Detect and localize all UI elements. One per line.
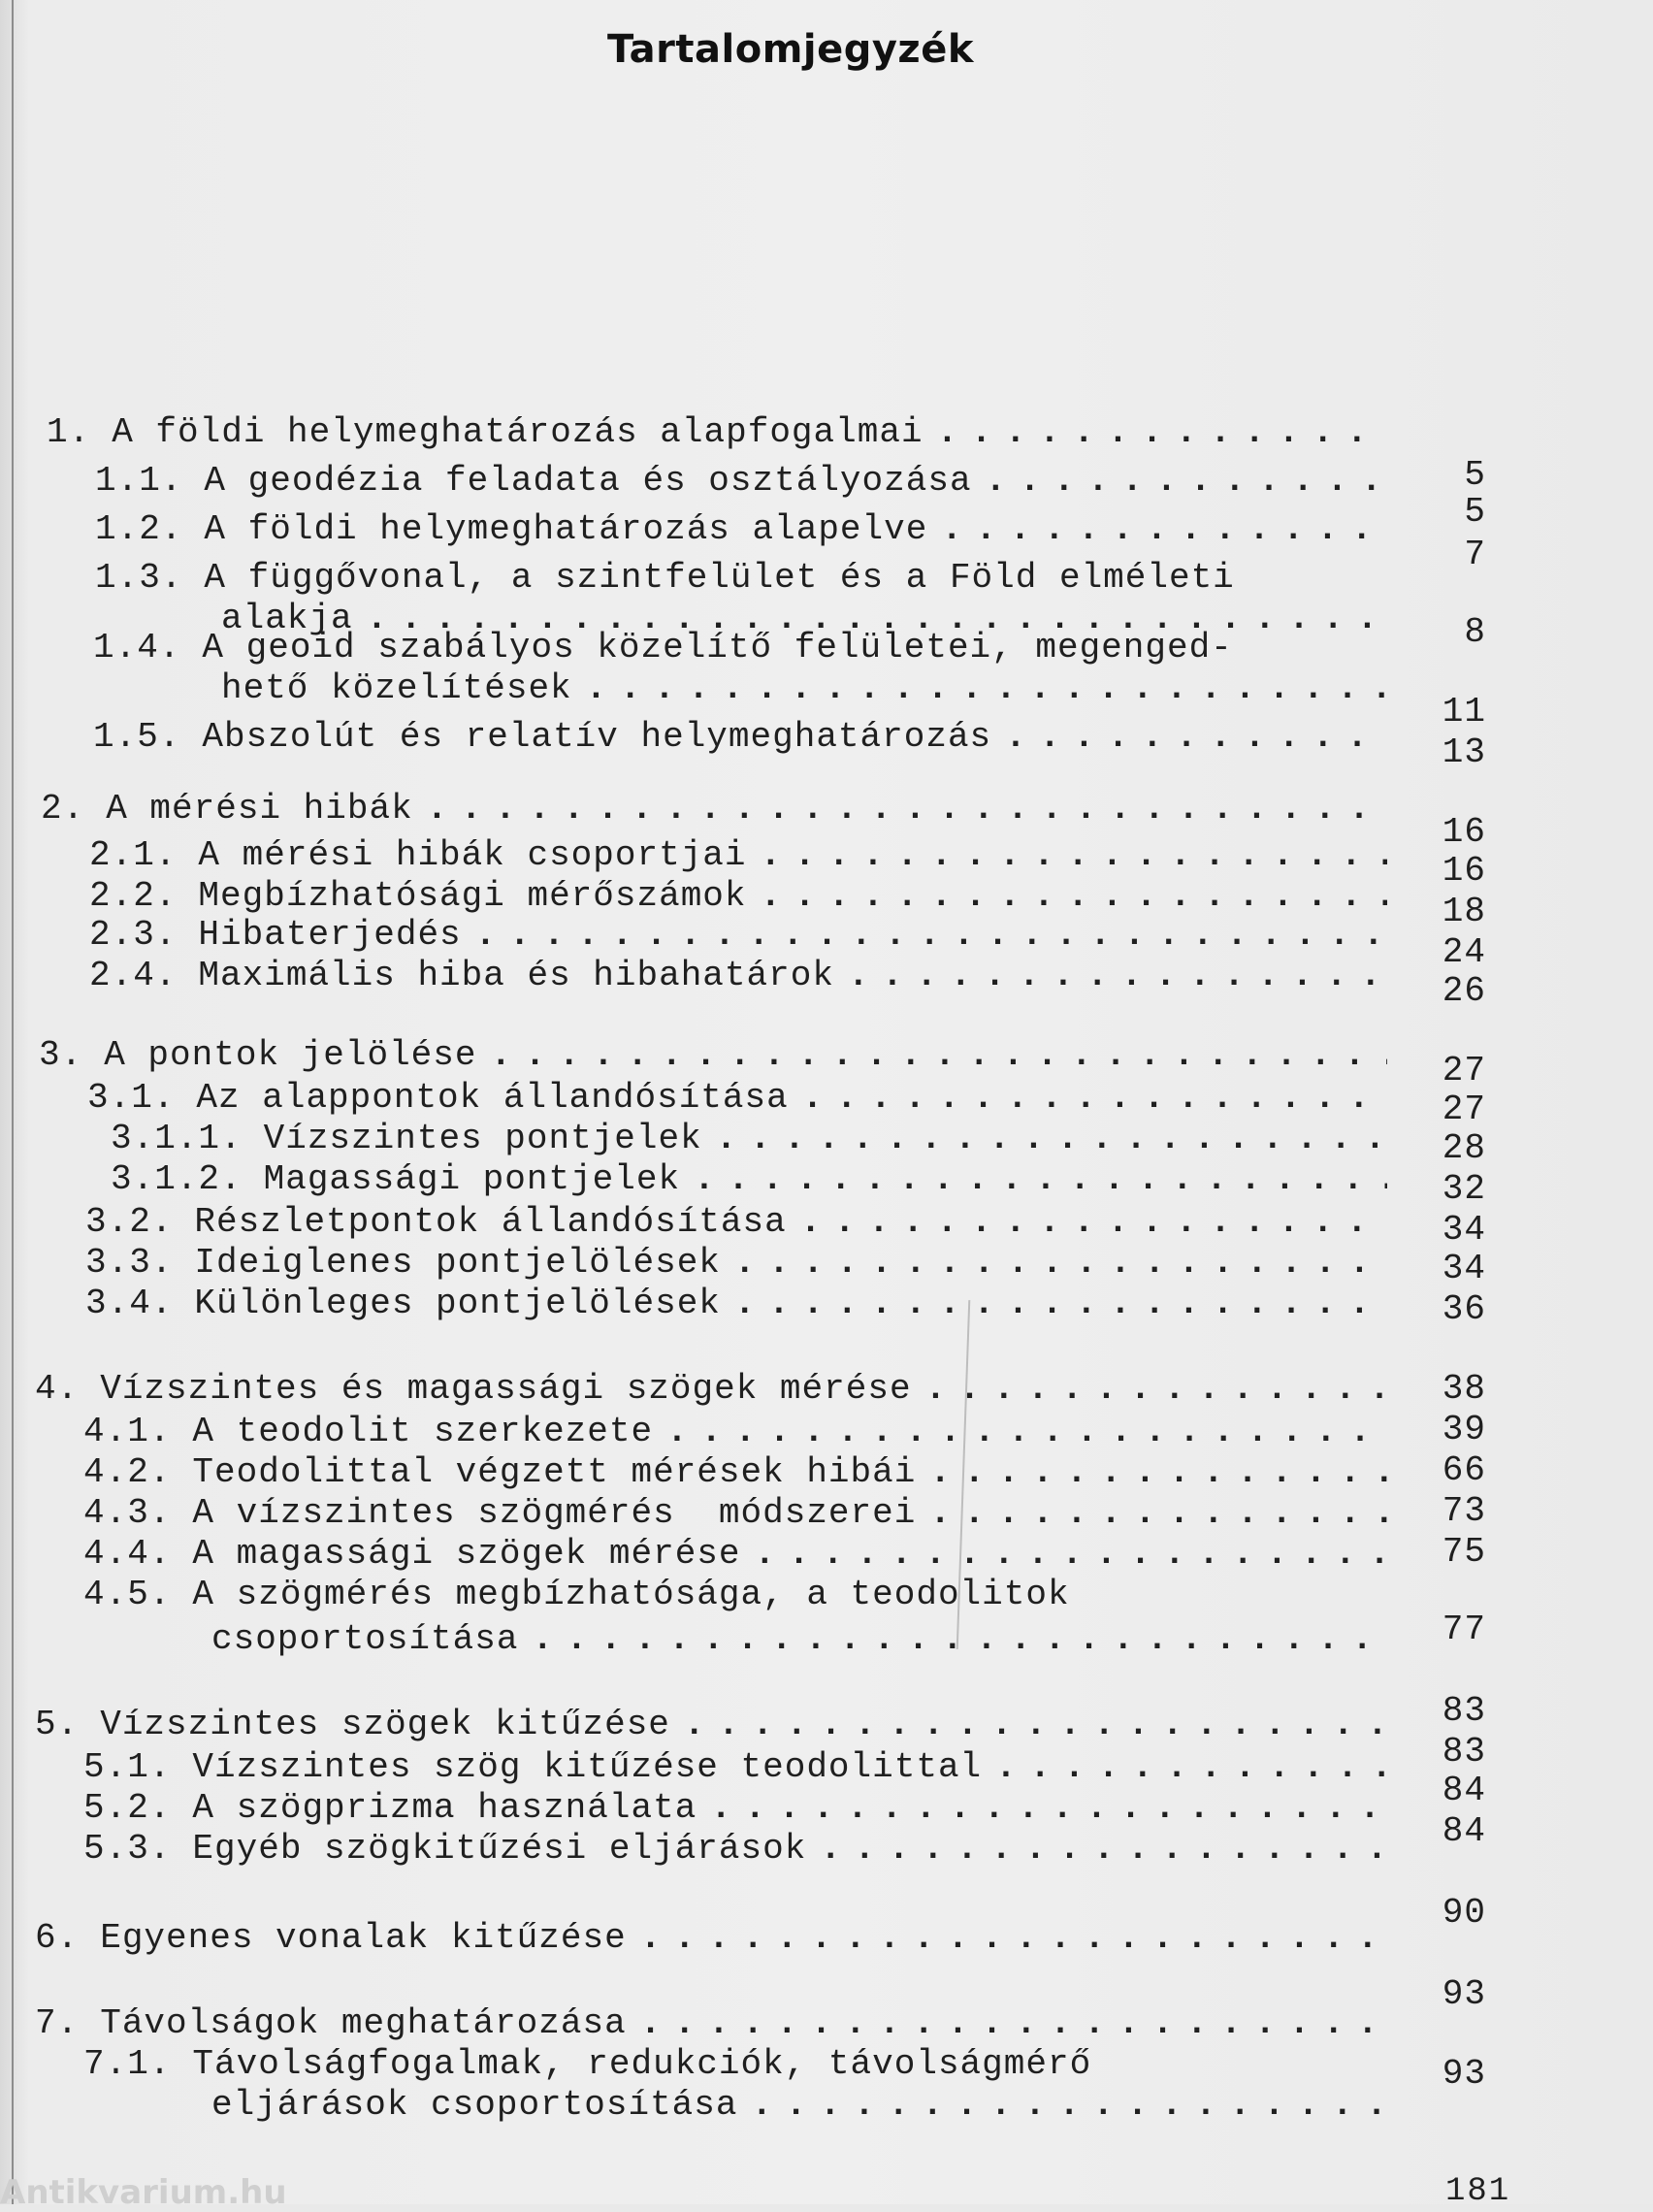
page-edge [12,0,14,2204]
dot-leader [716,1120,1387,1158]
toc-entry [83,2045,1391,2084]
entry-title: Hibaterjedés [198,915,462,955]
entry-page: 93 [1442,1974,1486,2014]
entry-title: csoportosítása [211,1619,519,1659]
dot-leader [937,413,1387,452]
entry-page: 34 [1442,1210,1486,1250]
dot-leader [1105,2045,1387,2084]
entry-number: 4.2. [83,1452,172,1492]
toc-entry [83,1789,1391,1828]
entry-page: 18 [1442,892,1486,931]
entry-title: A geoid szabályos közelítő felületei, megenged- [202,628,1233,667]
dot-leader [1084,1576,1387,1614]
entry-title: Vízszintes szögek kitűzése [100,1705,670,1744]
entry-page: 93 [1442,2054,1486,2094]
entry-number: 3.1.1. [111,1119,243,1158]
entry-page: 66 [1442,1450,1486,1490]
dot-leader [1248,559,1387,598]
entry-title: A függővonal, a szintfelület és a Föld elméleti [204,558,1235,598]
entry-number: 4.5. [83,1575,172,1614]
toc-entry [87,1079,1391,1118]
dot-leader [710,1789,1387,1828]
dot-leader [925,1370,1387,1409]
entry-title: Egyenes vonalak kitűzése [100,1918,627,1958]
dot-leader [751,2086,1387,2125]
entry-number: 4.3. [83,1493,172,1533]
entry-page: 26 [1442,971,1486,1011]
toc-entry [39,1036,1391,1075]
entry-number: 3.1. [87,1078,176,1118]
entry-number: 5. [35,1705,80,1744]
entry-page: 34 [1442,1249,1486,1288]
entry-number: 4.4. [83,1534,172,1574]
dot-leader [761,877,1387,916]
toc-entry [89,957,1391,995]
toc-entry [83,1830,1391,1869]
toc-entry [85,1203,1391,1242]
entry-page: 27 [1442,1090,1486,1129]
entry-title: Az alappontok állandósítása [196,1078,789,1118]
toc-entry [83,1748,1391,1787]
toc-entry [93,718,1391,757]
entry-title: eljárások csoportosítása [211,2085,738,2125]
toc-entry [190,2086,1391,2125]
dot-leader [802,1079,1387,1118]
entry-number: 2.4. [89,956,178,995]
entry-page: 36 [1442,1289,1486,1329]
entry-title: Egyéb szögkitűzési eljárások [192,1829,807,1869]
dot-leader [694,1160,1387,1199]
entry-page: 38 [1442,1369,1486,1409]
toc-entry [89,836,1391,875]
entry-page: 83 [1442,1691,1486,1731]
entry-title: hető közelítések [221,668,572,708]
toc-entry [190,1620,1391,1659]
dot-leader [941,510,1387,549]
entry-title: A földi helymeghatározás alapfogalmai [112,412,924,452]
entry-number: 5.3. [83,1829,172,1869]
toc-entry [35,1706,1391,1744]
dot-leader [820,1830,1387,1869]
entry-number: 1.2. [95,509,183,549]
entry-number: 5.2. [83,1788,172,1828]
page-number: 181 [1445,2173,1511,2210]
dot-leader [640,2004,1387,2043]
dot-leader [995,1748,1387,1787]
toc-entry [111,1120,1391,1158]
entry-number: 7. [35,2003,80,2043]
entry-number: 1.4. [93,628,181,667]
dot-leader [490,1036,1387,1075]
dot-leader [684,1706,1387,1744]
toc-entry [83,1453,1391,1492]
entry-number: 2. [41,789,85,829]
entry-page: 77 [1442,1610,1486,1649]
entry-number: 2.1. [89,835,178,875]
toc-entry [95,510,1391,549]
entry-title: alakja [221,599,353,638]
entry-title: A szögprizma használata [192,1788,697,1828]
entry-page: 90 [1442,1893,1486,1933]
toc-entry [85,1285,1391,1323]
entry-number: 3.3. [85,1243,174,1283]
entry-page: 28 [1442,1128,1486,1168]
dot-leader [640,1919,1387,1958]
entry-page: 8 [1464,612,1486,652]
entry-number: 4.1. [83,1412,172,1451]
entry-page: 32 [1442,1169,1486,1209]
entry-number: 1.3. [95,558,183,598]
entry-number: 4. [35,1369,80,1409]
entry-number: 7.1. [83,2044,172,2084]
entry-title: A magassági szögek mérése [192,1534,741,1574]
entry-page: 16 [1442,851,1486,891]
entry-title: A vízszintes szögmérés módszerei [192,1493,917,1533]
entry-page: 24 [1442,932,1486,972]
toc-entry [198,669,1391,708]
toc-entry [111,1160,1391,1199]
dot-leader [734,1244,1387,1283]
dot-leader [800,1203,1387,1242]
entry-title: Teodolittal végzett mérések hibái [192,1452,917,1492]
entry-page: 13 [1442,732,1486,772]
dot-leader [755,1535,1387,1574]
entry-title: A mérési hibák csoportjai [198,835,747,875]
entry-page: 39 [1442,1410,1486,1449]
entry-title: Ideiglenes pontjelölések [194,1243,721,1283]
entry-title: Abszolút és relatív helymeghatározás [202,717,992,757]
entry-number: 3.4. [85,1284,174,1323]
toc-entry [85,1244,1391,1283]
entry-title: Maximális hiba és hibahatárok [198,956,834,995]
entry-number: 3.1.2. [111,1159,243,1199]
entry-title: A teodolit szerkezete [192,1412,654,1451]
toc-entry [83,1413,1391,1451]
dot-leader [761,836,1387,875]
entry-number: 3.2. [85,1202,174,1242]
entry-number: 2.3. [89,915,178,955]
entry-number: 1. [47,412,91,452]
dot-leader [666,1413,1387,1451]
entry-title: A szögmérés megbízhatósága, a teodolitok [192,1575,1070,1614]
entry-number: 3. [39,1035,83,1075]
toc-entry [95,559,1391,598]
entry-title: Magassági pontjelek [263,1159,681,1199]
page-title: Tartalomjegyzék [607,27,974,72]
entry-page: 84 [1442,1771,1486,1810]
dot-leader [929,1453,1387,1492]
dot-leader [986,462,1387,501]
toc-entry [35,1919,1391,1958]
entry-page: 75 [1442,1532,1486,1572]
entry-page: 11 [1442,692,1486,732]
entry-title: A pontok jelölése [104,1035,477,1075]
dot-leader [1247,629,1387,667]
entry-title: Vízszintes pontjelek [263,1119,702,1158]
entry-title: A geodézia feladata és osztályozása [204,461,972,501]
entry-page: 7 [1464,535,1486,574]
toc-entry [83,1576,1391,1614]
toc-entry [35,1370,1391,1409]
toc-entry [83,1535,1391,1574]
entry-title: Megbízhatósági mérőszámok [198,876,747,916]
entry-number: 5.1. [83,1747,172,1787]
entry-number: 6. [35,1918,80,1958]
watermark: Antikvarium.hu [0,2173,287,2212]
entry-page: 5 [1464,455,1486,495]
dot-leader [427,790,1387,829]
entry-title: Különleges pontjelölések [194,1284,721,1323]
entry-title: Vízszintes és magassági szögek mérése [100,1369,912,1409]
dot-leader [734,1285,1387,1323]
entry-title: Távolságok meghatározása [100,2003,627,2043]
entry-title: Vízszintes szög kitűzése teodolittal [192,1747,983,1787]
dot-leader [929,1494,1387,1533]
entry-page: 27 [1442,1051,1486,1090]
entry-title: A mérési hibák [106,789,413,829]
toc-entry [95,462,1391,501]
toc-entry [83,1494,1391,1533]
toc-entry [47,413,1391,452]
toc-entry [89,877,1391,916]
entry-number: 2.2. [89,876,178,916]
entry-page: 73 [1442,1491,1486,1531]
dot-leader [1005,718,1387,757]
toc-entry [89,916,1391,955]
entry-title: A földi helymeghatározás alapelve [204,509,928,549]
entry-title: Részletpontok állandósítása [194,1202,787,1242]
toc-entry [41,790,1391,829]
entry-title: Távolságfogalmak, redukciók, távolságmérő [192,2044,1092,2084]
entry-number: 1.5. [93,717,181,757]
toc-entry [35,2004,1391,2043]
dot-leader [475,916,1387,955]
dot-leader [586,669,1387,708]
dot-leader [848,957,1387,995]
entry-page: 5 [1464,492,1486,532]
entry-page: 16 [1442,812,1486,852]
toc-entry [93,629,1391,667]
dot-leader [532,1620,1387,1659]
entry-number: 1.1. [95,461,183,501]
entry-page: 83 [1442,1732,1486,1772]
entry-page: 84 [1442,1811,1486,1851]
